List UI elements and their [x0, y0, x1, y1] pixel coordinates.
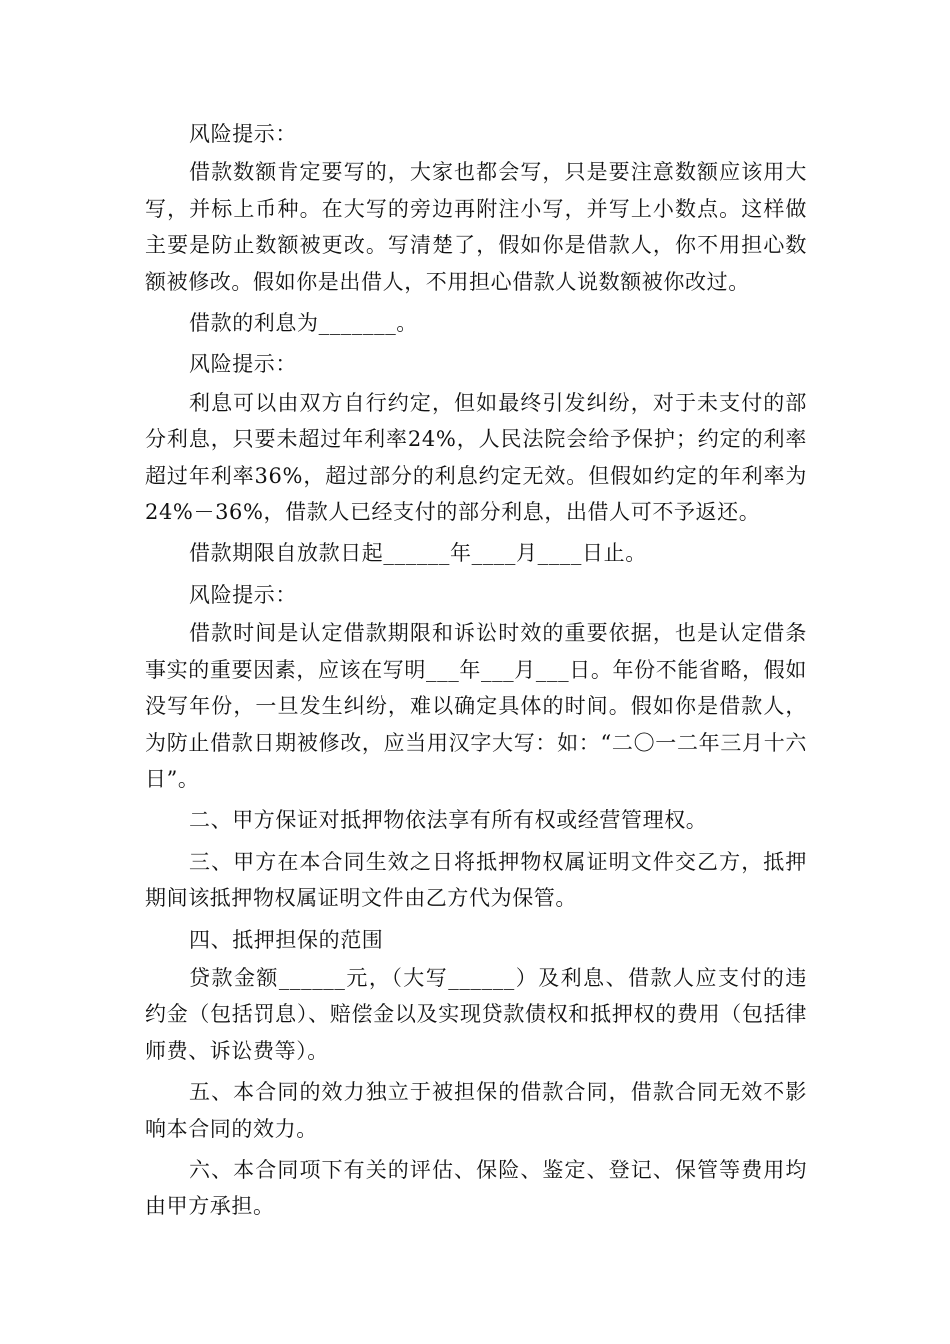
paragraph-interest-note: 利息可以由双方自行约定，但如最终引发纠纷，对于未支付的部分利息，只要未超过年利率24%，人民法院会给予保护；约定的利率超过年利率36%，超过部分的利息约定无效。但假如约定的年利率为24%－36%，借款人已经支付的部分利息，出借人可不予返还。 — [145, 390, 807, 525]
clause-4-scope: 贷款金额______元，（大写______）及利息、借款人应支付的违约金（包括罚息）、赔偿金以及实现贷款债权和抵押权的费用（包括律师费、诉讼费等）。 — [145, 965, 807, 1063]
clause-5: 五、本合同的效力独立于被担保的借款合同，借款合同无效不影响本合同的效力。 — [145, 1080, 807, 1141]
paragraph-term-clause: 借款期限自放款日起______年____月____日止。 — [189, 541, 647, 566]
clause-4-heading: 四、抵押担保的范围 — [189, 927, 384, 952]
clause-2: 二、甲方保证对抵押物依法享有所有权或经营管理权。 — [189, 808, 708, 833]
clause-6: 六、本合同项下有关的评估、保险、鉴定、登记、保管等费用均由甲方承担。 — [145, 1157, 807, 1219]
risk-note-heading: 风险提示： — [189, 352, 297, 377]
risk-note-heading: 风险提示： — [189, 582, 297, 607]
paragraph-term-note: 借款时间是认定借款期限和诉讼时效的重要依据，也是认定借条事实的重要因素，应该在写明___年___月___日。年份不能省略，假如没写年份，一旦发生纠纷，难以确定具体的时间。假如你是借款人，为防止借款日期被修改，应当用汉字大写：如：“二〇一二年三月十六日”。 — [145, 621, 807, 791]
risk-note-heading: 风险提示： — [189, 122, 297, 146]
clause-3: 三、甲方在本合同生效之日将抵押物权属证明文件交乙方，抵押期间该抵押物权属证明文件由乙方代为保管。 — [145, 849, 807, 911]
document-body — [145, 116, 807, 1230]
paragraph-interest-clause: 借款的利息为_______。 — [189, 311, 418, 336]
paragraph-amount-note: 借款数额肯定要写的，大家也都会写，只是要注意数额应该用大写，并标上币种。在大写的旁边再附注小写，并写上小数点。这样做主要是防止数额被更改。写清楚了，假如你是借款人，你不用担心数额被修改。假如你是出借人，不用担心借款人说数额被你改过。 — [145, 160, 807, 294]
